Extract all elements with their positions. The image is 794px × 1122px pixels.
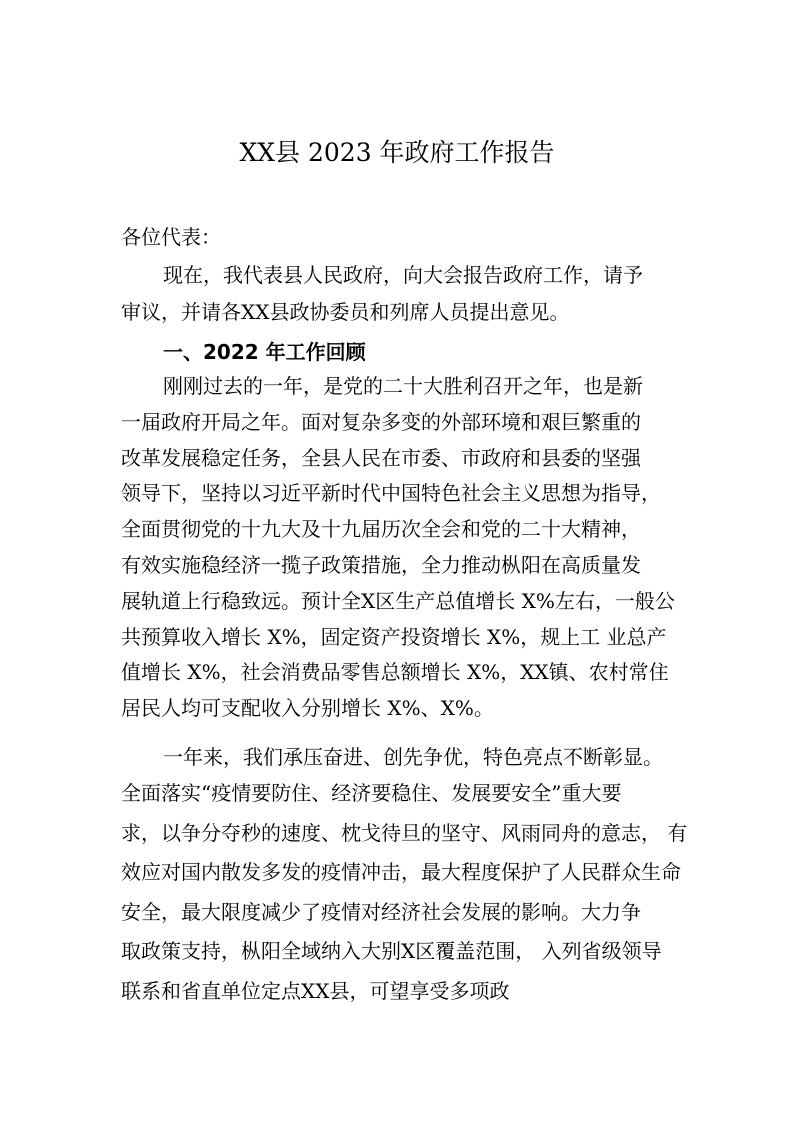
paragraph-line: 改革发展稳定任务，全县人民在市委、市政府和县委的坚强 (121, 446, 641, 470)
paragraph-line: 全面落实“疫情要防住、经济要稳住、发展要安全”重大要 (121, 781, 622, 805)
paragraph-line: 联系和省直单位定点XX县，可望享受多项政 (121, 979, 510, 1003)
paragraph-line: 刚刚过去的一年，是党的二十大胜利召开之年，也是新 (163, 374, 643, 398)
paragraph-line: 共预算收入增长 X%，固定资产投资增长 X%，规上工 业总产 (121, 625, 667, 649)
paragraph-line: 值增长 X%，社会消费品零售总额增长 X%，XX镇、农村常住 (121, 660, 669, 684)
paragraph-line: 现在，我代表县人民政府，向大会报告政府工作，请予 (163, 263, 643, 287)
paragraph-line: 取政策支持，枞阳全域纳入大别X区覆盖范围， 入列省级领导 (121, 939, 662, 963)
paragraph-line: 安全，最大限度减少了疫情对经济社会发展的影响。大力争 (121, 900, 641, 924)
paragraph-line: 求，以争分夺秒的速度、枕戈待旦的坚守、风雨同舟的意志， 有 (121, 821, 688, 845)
paragraph-line: 居民人均可支配收入分别增长 X%、X%。 (121, 696, 494, 720)
paragraph-line: 领导下，坚持以习近平新时代中国特色社会主义思想为指导， (121, 481, 661, 505)
paragraph-line: 审议，并请各XX县政协委员和列席人员提出意见。 (121, 300, 570, 324)
paragraph-line: 一届政府开局之年。面对复杂多变的外部环境和艰巨繁重的 (121, 410, 641, 434)
paragraph-line: 展轨道上行稳致远。预计全X区生产总值增长 X%左右，一般公 (121, 589, 675, 613)
section-heading: 一、2022 年工作回顾 (163, 340, 366, 364)
salutation: 各位代表： (121, 225, 221, 249)
paragraph-line: 效应对国内散发多发的疫情冲击，最大程度保护了人民群众生命 (121, 860, 681, 884)
paragraph-line: 一年来，我们承压奋进、创先争优，特色亮点不断彰显。 (163, 745, 663, 769)
document-title: XX县 2023 年政府工作报告 (239, 138, 555, 167)
paragraph-line: 有效实施稳经济一揽子政策措施，全力推动枞阳在高质量发 (121, 553, 641, 577)
paragraph-line: 全面贯彻党的十九大及十九届历次全会和党的二十大精神， (121, 517, 641, 541)
